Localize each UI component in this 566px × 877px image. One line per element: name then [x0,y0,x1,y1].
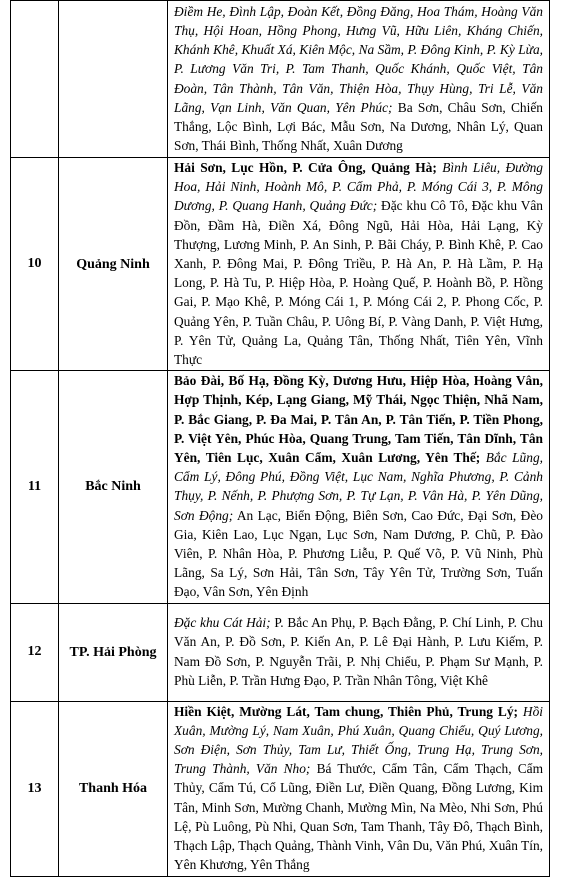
province-name: Thanh Hóa [59,701,168,876]
commune-list [168,603,550,701]
commune-list-normal: An Lạc, Biển Động, Biên Sơn, Cao Đức, Đại Sơn, Đèo Gia, Kiên Lao, Lục Ngạn, Lục Sơn, Nam Dương, P. Chũ, P. Đào Viên, P. Nhân Hòa, P. Phương Liễu, P. Quế Võ, P. Vũ Ninh, Phù Lãng, Sa Lý, Sơn Hải, Tân Sơn, Tây Yên Tử, Trường Sơn, Tuấn Đạo, Vân Sơn, Yên Định [174,507,543,600]
table-row [11,371,550,603]
row-number: 13 [11,701,59,876]
commune-list-italic: Bắc Lũng, Cẩm Lý, Đông Phú, Đồng Việt, Lục Nam, Nghĩa Phương, P. Cảnh Thụy, P. Nếnh, P. Phượng Sơn, P. Tự Lạn, P. Vân Hà, P. Yên Dũng, Sơn Động; [174,450,543,523]
commune-list-bold: Hiền Kiệt, Mường Lát, Tam chung, Thiên Phủ, Trung Lý; [174,703,518,719]
commune-list-normal: Đặc khu Cô Tô, Đặc khu Vân Đồn, Đầm Hà, Điền Xá, Đông Ngũ, Hải Hòa, Hải Lạng, Kỳ Thượng, Lương Minh, P. An Sinh, P. Bãi Cháy, P. Bình Khê, P. Cao Xanh, P. Đông Mai, P. Đông Triều, P. Hà An, P. Hà Lầm, P. Hạ Long, P. Hà Tu, P. Hiệp Hòa, P. Hoàng Quế, P. Hoành Bồ, P. Hồng Gai, P. Mạo Khê, P. Móng Cái 1, P. Móng Cái 2, P. Phong Cốc, P. Quảng Yên, P. Tuần Châu, P. Uông Bí, P. Vàng Danh, P. Việt Hưng, P. Yên Tử, Quảng La, Quảng Tân, Thống Nhất, Tiên Yên, Vĩnh Thực [174,198,543,368]
row-number: 12 [11,603,59,701]
commune-list-normal: Bá Thước, Cẩm Tân, Cẩm Thạch, Cẩm Thủy, Cẩm Tú, Cổ Lũng, Điền Lư, Điền Quang, Đồng Lương, Kim Tân, Minh Sơn, Mường Chanh, Mường Mìn, Na Mèo, Nhi Sơn, Phú Lệ, Pù Luông, Pù Nhi, Quan Sơn, Tam Thanh, Tây Đô, Thạch Bình, Thạch Lập, Thạch Quảng, Thành Vinh, Vân Du, Văn Phú, Xuân Tín, Yên Khương, Yên Thắng [174,761,543,873]
table-row [11,158,550,371]
province-name [59,1,168,158]
commune-list-bold: Bảo Đài, Bố Hạ, Đồng Kỳ, Dương Hưu, Hiệp Hòa, Hoàng Vân, Hợp Thịnh, Kép, Lạng Giang, Mỹ Thái, Ngọc Thiện, Nhã Nam, P. Bắc Giang, P. Đa Mai, P. Tân An, P. Tân Tiến, P. Tiền Phong, P. Việt Yên, Phúc Hòa, Quang Trung, Tam Tiến, Tân Dĩnh, Tân Yên, Tiên Lục, Xuân Cẩm, Xuân Lương, Yên Thế; [174,373,543,466]
table-row [11,701,550,876]
row-number: 10 [11,158,59,371]
commune-list-bold: Hải Sơn, Lục Hồn, P. Cửa Ông, Quảng Hà; [174,160,437,175]
commune-list [168,701,550,876]
commune-list-normal: Ba Sơn, Châu Sơn, Chiến Thắng, Lộc Bình, Lợi Bác, Mẫu Sơn, Na Dương, Nhân Lý, Quan Sơn, Thái Bình, Thống Nhất, Xuân Dương [174,99,543,154]
row-number: 11 [11,371,59,603]
province-name: TP. Hải Phòng [59,603,168,701]
province-name: Bắc Ninh [59,371,168,603]
table-row [11,603,550,701]
row-number [11,1,59,158]
table-row [11,1,550,158]
commune-list-table [10,0,550,877]
commune-list [168,158,550,371]
commune-list-italic: Đặc khu Cát Hải; [174,615,271,631]
province-name: Quảng Ninh [59,158,168,371]
commune-list [168,371,550,603]
commune-list-normal: P. Bắc An Phụ, P. Bạch Đằng, P. Chí Linh, P. Chu Văn An, P. Đồ Sơn, P. Kiến An, P. Lê Đại Hành, P. Lưu Kiếm, P. Nam Đồ Sơn, P. Nguyễn Trãi, P. Nhị Chiểu, P. Phạm Sư Mạnh, P. Phù Liễn, P. Trần Hưng Đạo, P. Trần Nhân Tông, Việt Khê [174,615,543,688]
commune-list-italic: Bình Liêu, Đường Hoa, Hải Ninh, Hoành Mô, P. Cẩm Phả, P. Móng Cái 3, P. Mông Dương, P. Quang Hanh, Quảng Đức; [174,160,543,214]
commune-list [168,1,550,158]
commune-list-italic: Hồi Xuân, Mường Lý, Nam Xuân, Phú Xuân, Quang Chiểu, Quý Lương, Sơn Điện, Sơn Thủy, Tam Lư, Thiết Ống, Trung Hạ, Trung Sơn, Trung Thành, Văn Nho; [174,703,543,777]
commune-list-italic: Điềm He, Đình Lập, Đoàn Kết, Đồng Đăng, Hoa Thám, Hoàng Văn Thụ, Hội Hoan, Hồng Phong, Hưng Vũ, Hữu Liên, Kháng Chiến, Khánh Khê, Khuất Xá, Kiên Mộc, Na Sầm, P. Đông Kinh, P. Kỳ Lừa, P. Lương Văn Tri, P. Tam Thanh, Quốc Khánh, Quốc Việt, Tân Đoàn, Tân Thành, Tân Văn, Thiện Hòa, Thụy Hùng, Tri Lễ, Văn Lãng, Vạn Linh, Văn Quan, Yên Phúc; [174,3,543,115]
